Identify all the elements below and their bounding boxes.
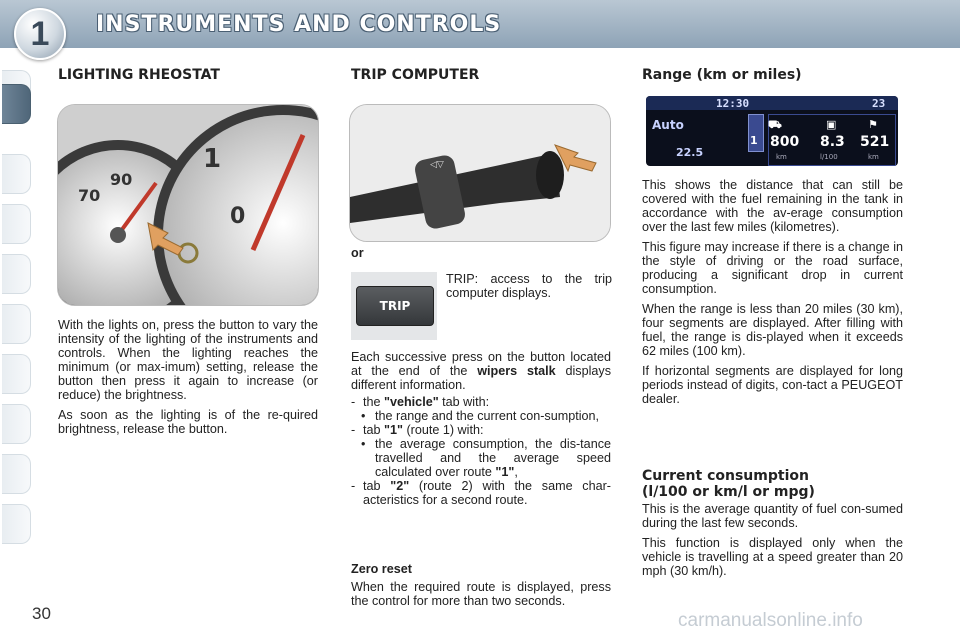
multifunction-display bbox=[646, 96, 898, 166]
display-unit: km bbox=[776, 153, 787, 161]
gauge-label: 0 bbox=[230, 204, 246, 229]
chapter-tab[interactable] bbox=[2, 454, 31, 494]
display-unit: km bbox=[868, 153, 879, 161]
wiper-stalk-illustration bbox=[350, 105, 610, 241]
display-climate-temp: 22.5 bbox=[676, 146, 704, 159]
flag-icon: ⚑ bbox=[868, 118, 878, 131]
or-label: or bbox=[351, 246, 364, 260]
paragraph: This is the average quantity of fuel con-sumed during the last few seconds. bbox=[642, 502, 903, 530]
paragraph: With the lights on, press the button to vary the intensity of the lighting of the instruments and controls. When the lighting reaches the minimum (or max-imum) setting, release the button then press it again to increase (or reduce) the brightness. bbox=[58, 318, 318, 402]
paragraph: This figure may increase if there is a change in the style of driving or the road surface, producing a significant drop in current consumption. bbox=[642, 240, 903, 296]
lighting-rheostat-title: LIGHTING RHEOSTAT bbox=[58, 67, 220, 83]
trip-access-text: TRIP: access to the trip computer displays. bbox=[446, 272, 612, 300]
trip-button-panel bbox=[351, 272, 437, 340]
wiper-stalk-photo bbox=[349, 104, 611, 242]
paragraph: This shows the distance that can still be covered with the fuel remaining in the tank in accordance with the av-erage consumption over the last few miles (kilometres). bbox=[642, 178, 903, 234]
chapter-badge: 1 bbox=[14, 8, 66, 60]
chapter-tab[interactable] bbox=[2, 404, 31, 444]
list-subitem: • the range and the current con-sumption, bbox=[361, 409, 600, 423]
chapter-tab[interactable] bbox=[2, 304, 31, 344]
current-consumption-title: Current consumption (l/100 or km/l or mpg) bbox=[642, 468, 815, 500]
gauge-label: 70 bbox=[78, 186, 101, 205]
list-item: - the "vehicle" tab with: bbox=[351, 395, 490, 409]
page-title: INSTRUMENTS AND CONTROLS bbox=[96, 12, 502, 37]
paragraph: When the range is less than 20 miles (30 km), four segments are displayed. After filling with fuel, the range is dis-played when it exceeds 62 miles (100 km). bbox=[642, 302, 903, 358]
gauge-label: 1 bbox=[203, 144, 222, 174]
page-number: 30 bbox=[32, 604, 51, 623]
fuel-icon: ▣ bbox=[826, 118, 837, 131]
current-consumption-text bbox=[642, 502, 903, 584]
trip-button[interactable]: TRIP bbox=[356, 286, 434, 326]
lighting-rheostat-text bbox=[58, 318, 318, 442]
range-title: Range (km or miles) bbox=[642, 67, 802, 83]
chapter-tabs bbox=[0, 70, 34, 570]
gauge-label: 90 bbox=[110, 170, 133, 189]
trip-computer-text: Each successive press on the button located at the end of the wipers stalk displays different information. - the "vehicle" tab with: • the range and the current con-sumption, - tab "1" (route 1) with: • the average consumption, the dis-tance travelled and the average speed calculated over route "1", - tab "2" (route 2) with the same char-acteristics for a second route. bbox=[351, 350, 611, 507]
chapter-tab[interactable] bbox=[2, 354, 31, 394]
display-unit: l/100 bbox=[820, 153, 838, 161]
zero-reset-title: Zero reset bbox=[351, 562, 412, 576]
range-text bbox=[642, 178, 903, 412]
display-range-value: 800 bbox=[770, 134, 800, 150]
display-climate-auto: Auto bbox=[652, 118, 684, 132]
zero-reset-text: When the required route is displayed, press the control for more than two seconds. bbox=[351, 580, 611, 608]
paragraph: If horizontal segments are displayed for long periods instead of digits, con-tact a PEUGEOT dealer. bbox=[642, 364, 903, 406]
display-temperature: 23 bbox=[872, 97, 886, 110]
chapter-tab[interactable] bbox=[2, 254, 31, 294]
display-tab-label: 1 bbox=[750, 134, 758, 147]
trip-tabs-list bbox=[351, 395, 611, 507]
chapter-tab-active[interactable] bbox=[2, 84, 31, 124]
list-item: - tab "2" (route 2) with the same char-acteristics for a second route. bbox=[351, 479, 611, 507]
trip-computer-title: TRIP COMPUTER bbox=[351, 67, 480, 83]
list-subitem: • the average consumption, the dis-tance travelled and the average speed calculated over route "1", bbox=[361, 437, 611, 479]
paragraph: As soon as the lighting is of the re-quired brightness, release the button. bbox=[58, 408, 318, 436]
dashboard-gauge-photo bbox=[57, 104, 319, 306]
watermark: carmanualsonline.info bbox=[678, 610, 863, 631]
display-consumption-value: 8.3 bbox=[820, 134, 845, 150]
display-distance-value: 521 bbox=[860, 134, 890, 150]
list-item: - tab "1" (route 1) with: bbox=[351, 423, 484, 437]
chapter-tab[interactable] bbox=[2, 154, 31, 194]
chapter-tab[interactable] bbox=[2, 204, 31, 244]
car-icon: ⛟ bbox=[768, 118, 782, 131]
svg-text:◁▽: ◁▽ bbox=[430, 160, 444, 170]
paragraph: This function is displayed only when the vehicle is travelling at a speed greater than 20 mph (30 km/h). bbox=[642, 536, 903, 578]
gauge-illustration bbox=[58, 105, 318, 305]
chapter-tab[interactable] bbox=[2, 504, 31, 544]
display-time: 12:30 bbox=[716, 97, 750, 110]
